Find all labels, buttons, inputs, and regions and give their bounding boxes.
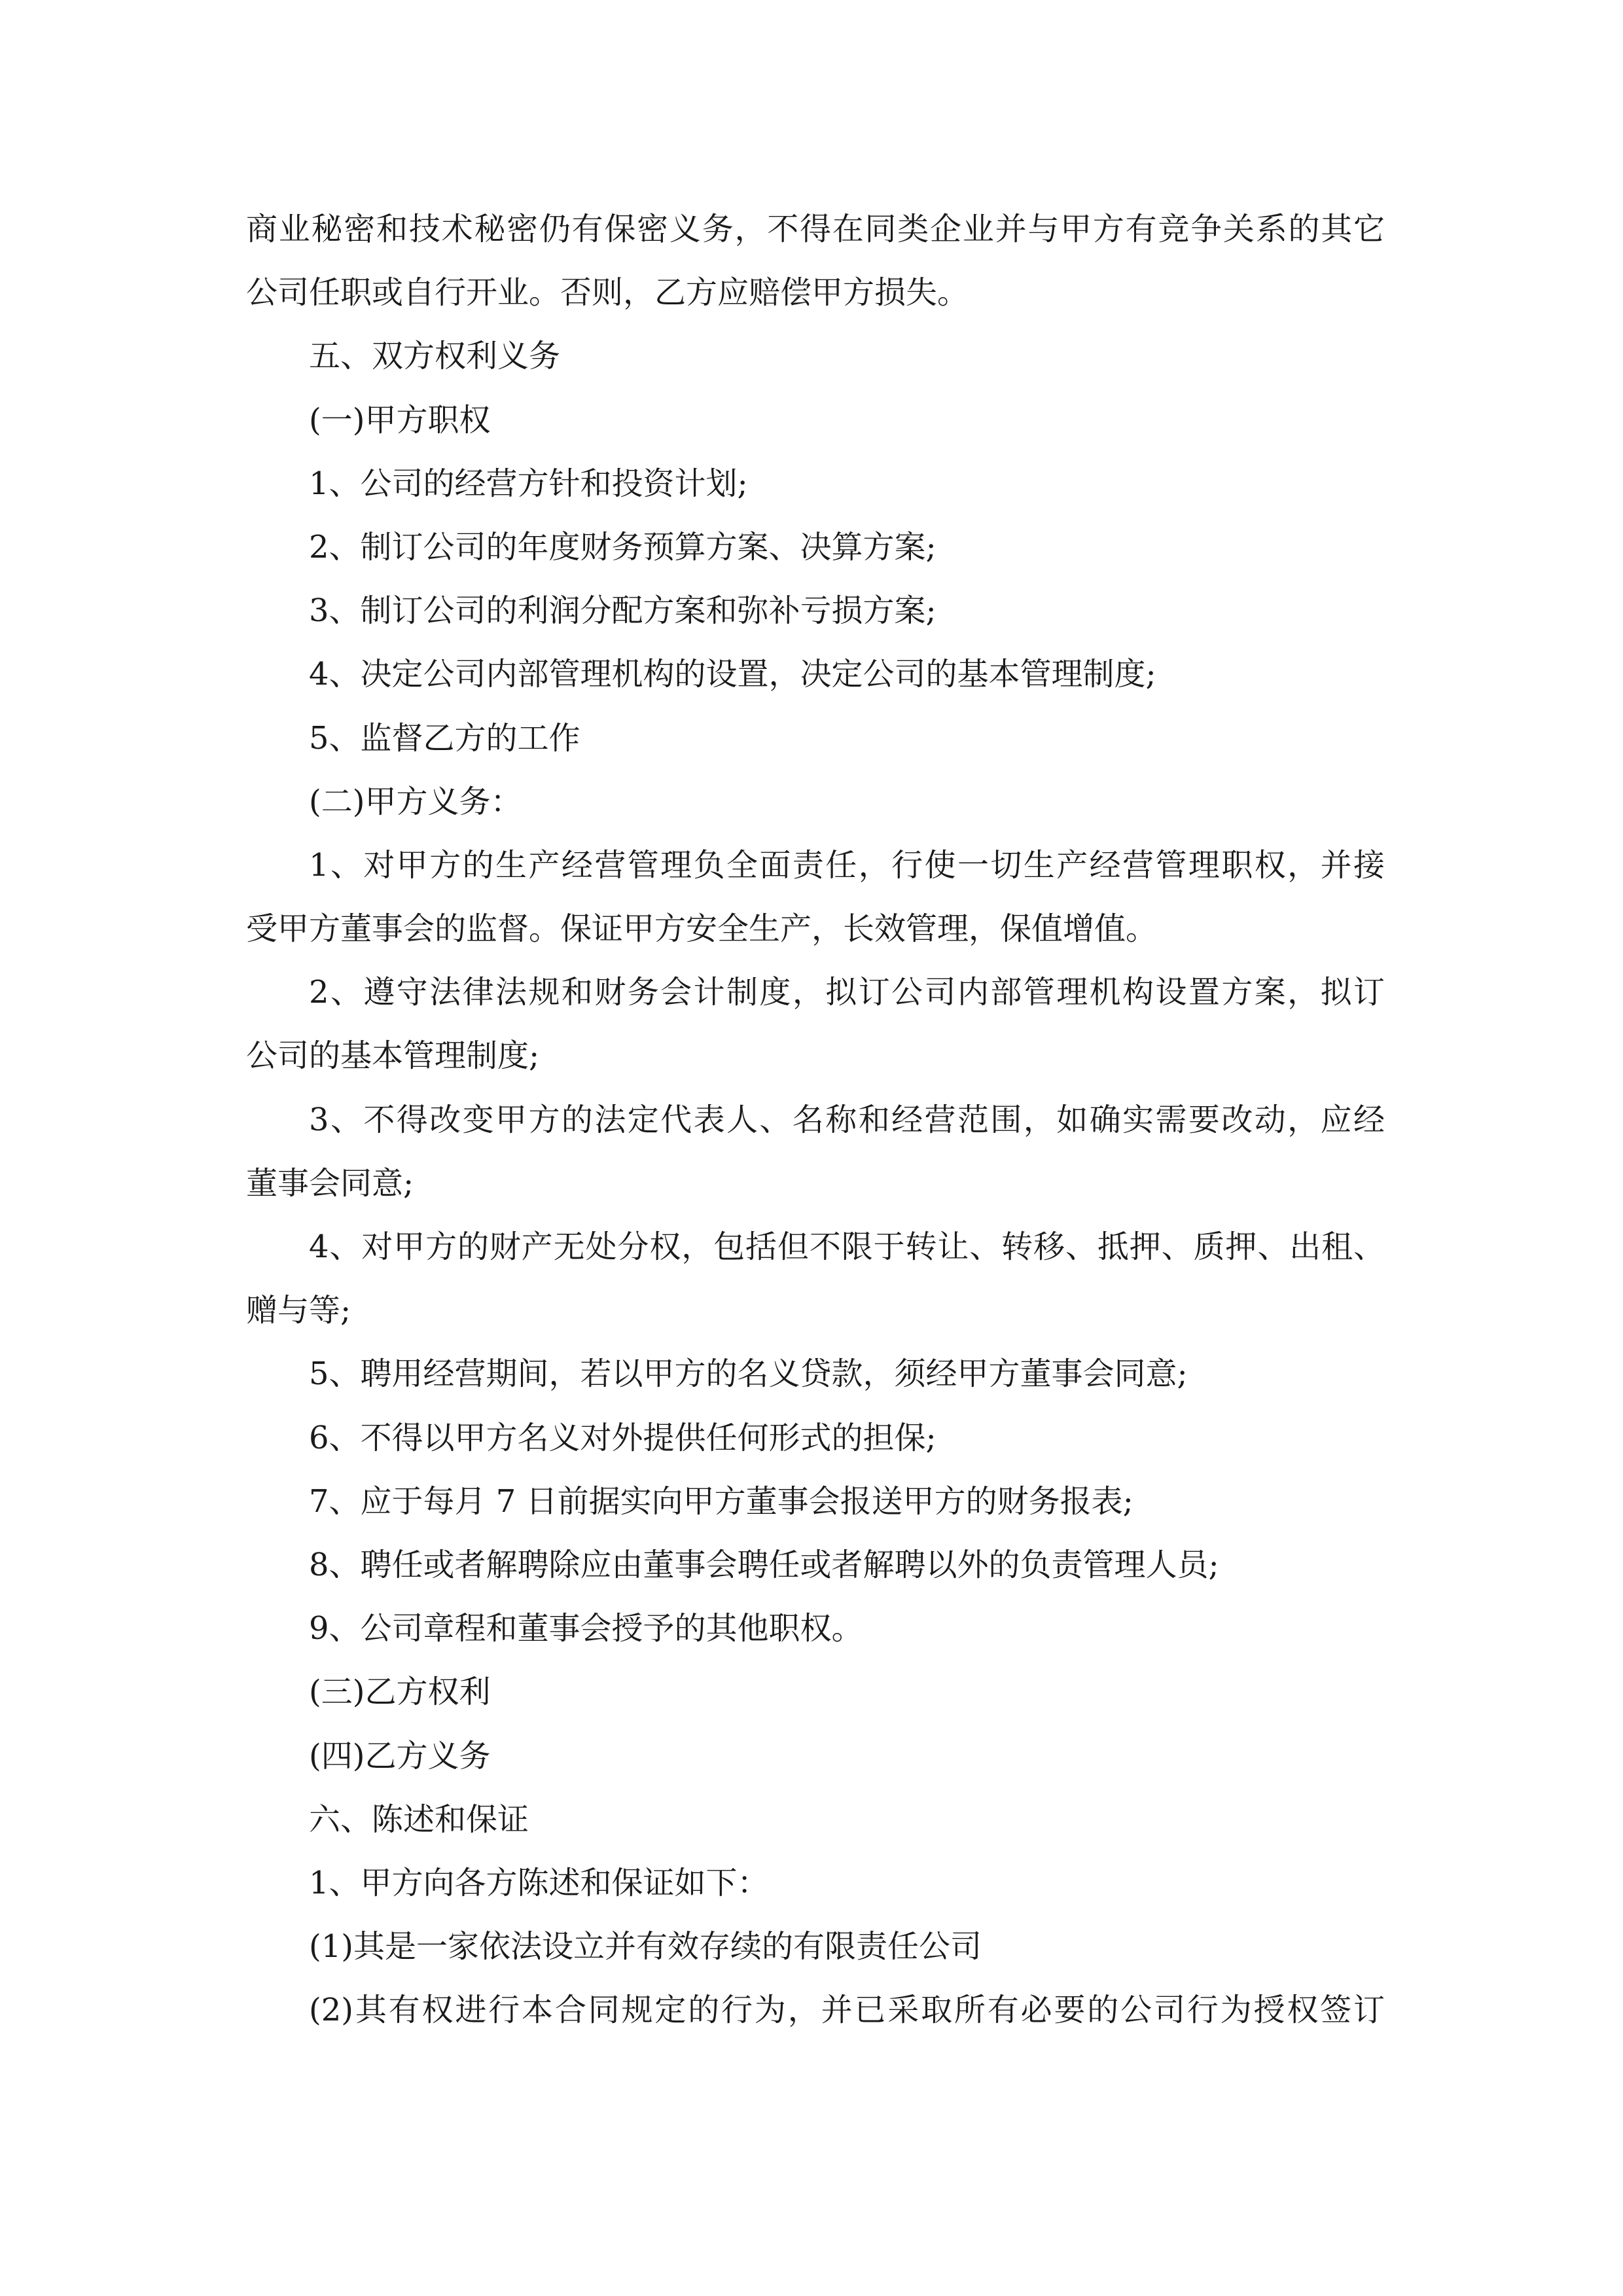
list-item: 2、制订公司的年度财务预算方案、决算方案; [309,528,936,565]
list-item: 8、聘任或者解聘除应由董事会聘任或者解聘以外的负责管理人员; [309,1546,1219,1583]
section-heading: 六、陈述和保证 [309,1801,529,1838]
list-item: 5、监督乙方的工作 [309,719,580,757]
subsection-heading: (二)甲方义务： [309,783,522,820]
text-line: 公司任职或自行开业。否则，乙方应赔偿甲方损失。 [246,274,969,312]
list-item: 5、聘用经营期间，若以甲方的名义贷款，须经甲方董事会同意; [309,1355,1188,1393]
list-item: 4、决定公司内部管理机构的设置，决定公司的基本管理制度; [309,656,1156,693]
list-item: 3、制订公司的利润分配方案和弥补亏损方案; [309,592,936,630]
list-item: (2)其有权进行本合同规定的行为，并已采取所有必要的公司行为授权签订 [309,1992,1385,2029]
list-item: 7、应于每月 7 日前据实向甲方董事会报送甲方的财务报表; [309,1482,1133,1520]
text-line: 受甲方董事会的监督。保证甲方安全生产，长效管理，保值增值。 [246,910,1158,948]
subsection-heading: (三)乙方权利 [309,1674,491,1711]
text-line: 董事会同意; [246,1164,414,1202]
list-item: 3、不得改变甲方的法定代表人、名称和经营范围，如确实需要改动，应经 [309,1101,1385,1138]
list-item: 1、甲方向各方陈述和保证如下： [309,1864,769,1901]
subsection-heading: (四)乙方义务 [309,1737,491,1774]
contract-text [246,198,1385,2042]
list-item: (1)其是一家依法设立并有效存续的有限责任公司 [309,1928,982,1965]
subsection-heading: (一)甲方职权 [309,401,491,439]
list-item: 2、遵守法律法规和财务会计制度，拟订公司内部管理机构设置方案，拟订 [309,974,1385,1011]
list-item: 4、对甲方的财产无处分权，包括但不限于转让、转移、抵押、质押、出租、 [309,1229,1385,1265]
list-item: 9、公司章程和董事会授予的其他职权。 [309,1610,863,1647]
section-heading: 五、双方权利义务 [309,338,561,375]
list-item: 1、对甲方的生产经营管理负全面责任，行使一切生产经营管理职权，并接 [309,846,1385,884]
list-item: 1、公司的经营方针和投资计划; [309,465,748,502]
text-line: 赠与等; [246,1292,351,1329]
list-item: 6、不得以甲方名义对外提供任何形式的担保; [309,1419,936,1456]
text-line: 公司的基本管理制度; [246,1037,540,1075]
text-line: 商业秘密和技术秘密仍有保密义务，不得在同类企业并与甲方有竞争关系的其它 [246,211,1385,247]
